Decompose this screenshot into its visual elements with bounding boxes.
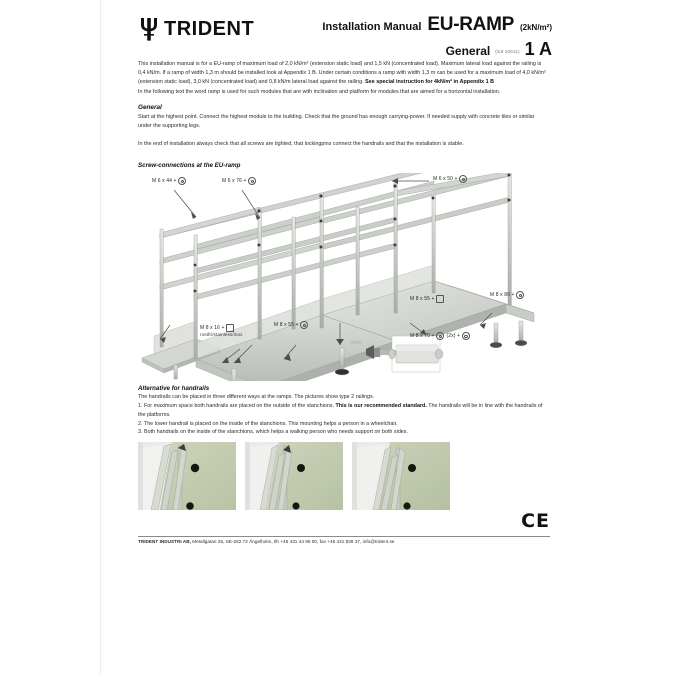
intro-bold-tail: See special instruction for 4kN/m² in Appendix 1 B	[365, 78, 495, 85]
washer-icon	[462, 332, 470, 340]
callout-m8x16-label: M 8 x 16 +	[200, 325, 225, 332]
footer-address: Metallgatan 25, SE-262 72 Ängelholm, tlh +46 431 44 95 00, fax +46 431 839 37, info@trident.se	[190, 539, 395, 544]
general-paragraph-1: Start at the highest point. Connect the highest module to the building. Check that the ground has enough carrying-power. If needed supply with concrete tiles or similar under the supporting legs.	[138, 114, 535, 129]
general-paragraph-2: In the end of installation always check that all screws are tighted, that lockingpins connect the handrails and that the installation is stable.	[138, 140, 464, 147]
callout-m8x70-note: (2x) +	[446, 333, 461, 340]
manual-page	[134, 10, 552, 650]
section-word: General	[445, 44, 491, 58]
load-spec: (2kN/m²)	[519, 23, 552, 32]
handrail-photo-3-svg	[352, 442, 450, 510]
brand-logo	[138, 16, 254, 42]
washer-icon	[459, 175, 467, 183]
handrails-item-2: 2. The lower handrail is placed on the inside of the stanchions. This mounting helps a person in a wheelchair.	[138, 420, 398, 427]
general-heading: General	[138, 104, 162, 111]
washer-icon	[300, 321, 308, 329]
callout-m8x70-label: M 8 x 70 +	[410, 333, 435, 340]
handrail-photo-2	[245, 442, 343, 510]
callout-m6x76	[222, 177, 256, 185]
handrails-item-1	[138, 402, 548, 420]
handrail-photo-row	[138, 442, 552, 510]
callout-m8x55-left	[274, 321, 308, 329]
callout-m6x50	[433, 175, 467, 183]
footer-contact	[138, 539, 552, 544]
handrail-photo-1	[138, 442, 236, 510]
trident-icon	[138, 16, 160, 42]
handrail-photo-3	[352, 442, 450, 510]
ramp-diagram	[134, 173, 552, 381]
handrails-intro: The handrails can be placed in three different ways at the ramps. The pictures show type 2 railings.	[138, 394, 375, 401]
section-code: 1 A	[524, 39, 552, 59]
handrails-item-1-post: The handrails will be in line with the handrails of the platforms.	[138, 403, 543, 418]
ce-row	[134, 510, 552, 536]
callout-m8x80-label: M 8 x 80 +	[490, 292, 515, 299]
handrails-heading: Alternative for handrails	[138, 385, 210, 393]
callout-m8x16-note: rostfri/stainless/inox	[200, 332, 243, 338]
callout-m8x70	[410, 332, 470, 340]
washer-icon	[516, 291, 524, 299]
intro-paragraph	[138, 60, 548, 86]
footer-divider	[138, 536, 550, 537]
washer-icon	[178, 177, 186, 185]
intro-text: This installation manual is for a EU-ramp of maximum load of 2,0 kN/m² (extension static load) and 1,5 kN (concentrated load). Maximum lateral load against the railing is 0,4 kN/m. If a ramp of width 1,3 m should be installed look at Appendix 1 B. Under certain conditions a ramp with width 1,3 m can be used for a maximum load of 4,0 kN/m² (extension static load), 3,0 kN (concentrated load) and 0,8 kN/m lateral load against the railing.	[138, 61, 546, 85]
washer-icon	[436, 332, 444, 340]
callout-m8x80	[490, 291, 524, 299]
hexnut-icon	[436, 295, 444, 303]
handrail-photo-2-svg	[245, 442, 343, 510]
intro-paragraph-2: In the following text the word ramp is used for such modules that are with inclination and platform for modules that are aimed for a horizontal installation.	[138, 89, 501, 96]
callout-m6x76-label: M 6 x 76 +	[222, 178, 247, 185]
page-header	[134, 10, 552, 58]
title-block	[282, 14, 552, 60]
washer-icon	[248, 177, 256, 185]
hexnut-icon	[226, 324, 234, 332]
handrail-assembly	[160, 173, 510, 303]
callout-m6x50-label: M 6 x 50 +	[433, 176, 458, 183]
footer-company: TRIDENT INDUSTRI AB,	[138, 539, 191, 544]
ramp-diagram-svg	[134, 173, 552, 381]
handrail-photo-1-svg	[138, 442, 236, 510]
callout-m8x55-right-label: M 8 x 55 +	[410, 296, 435, 303]
brand-name: TRIDENT	[164, 18, 255, 40]
page-fold-line	[100, 0, 101, 675]
product-name: EU-RAMP	[427, 14, 514, 35]
callout-m8x55-left-label: M 8 x 55 +	[274, 322, 299, 329]
screw-section-heading: Screw-connections at the EU-ramp	[138, 162, 241, 170]
handrails-item-1-bold: This is our recommended standard.	[335, 403, 427, 409]
manual-label: Installation Manual	[322, 21, 422, 33]
callout-m8x16	[200, 324, 243, 337]
callout-m6x44-label: M 6 x 44 +	[152, 178, 177, 185]
handrails-item-1-pre: 1. For maximum space both handrails are placed on the outside of the stanchions.	[138, 403, 334, 409]
handrails-item-3: 3. Both handrails on the inside of the stanchions, which helps a walking person who needs support on both sides.	[138, 429, 409, 436]
callout-m6x44	[152, 177, 186, 185]
section-subnote: (sid 10011)	[495, 49, 520, 54]
ce-mark-icon: CE	[521, 510, 550, 532]
callout-m8x55-right	[410, 295, 444, 303]
